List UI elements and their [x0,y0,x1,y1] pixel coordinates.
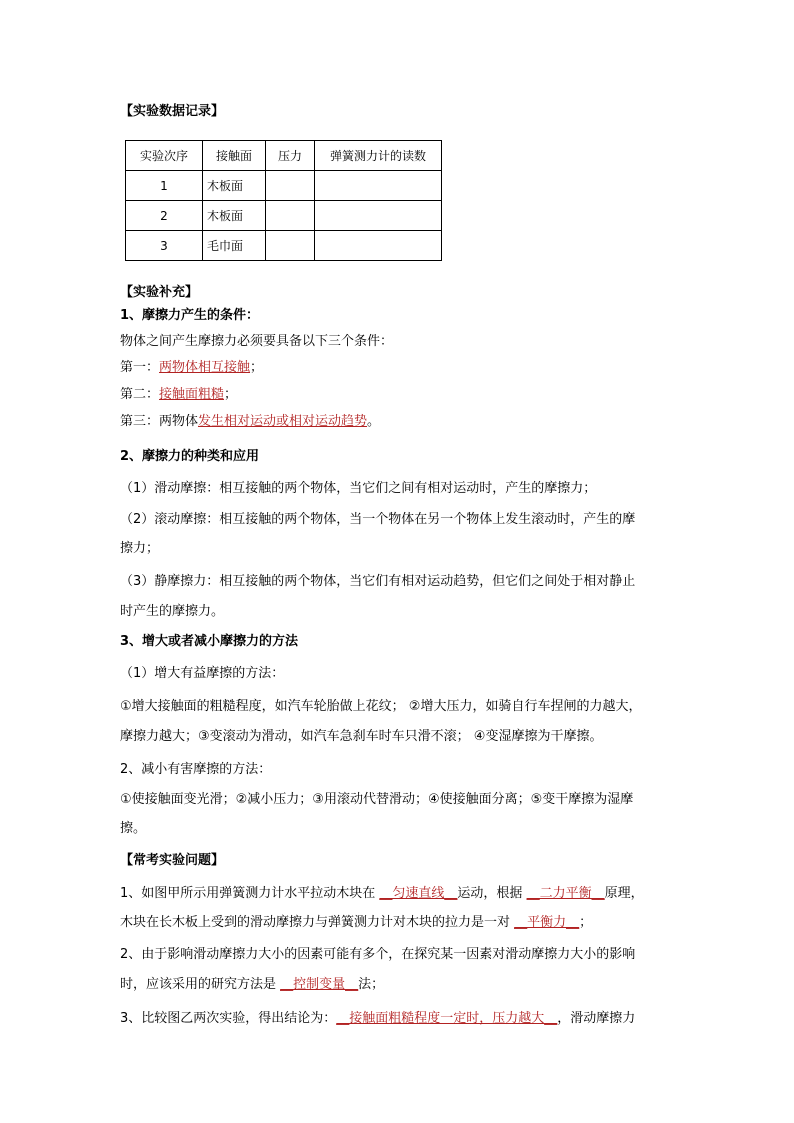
cell-surface: 木板面 [203,201,266,231]
condition-3-answer: 发生相对运动或相对运动趋势 [198,414,368,429]
section2-para3-line2: 时产生的摩擦力。 [120,604,225,619]
table-row [126,201,442,231]
section3-title: 3、增大或者减小摩擦力的方法 [120,634,299,649]
condition-1-prefix: 第一： [120,360,160,375]
q3-suffix: ，滑动摩擦力 [557,1011,636,1026]
condition-3-suffix: 。 [367,414,381,429]
heading-supplement: 【实验补充】 [120,285,199,300]
q1-answer-2: __二力平衡__ [526,886,605,901]
cell-order: 3 [126,231,203,261]
table-header-row [126,141,442,171]
cell-pressure [266,171,315,201]
header-reading: 弹簧测力计的读数 [315,141,442,171]
cell-reading [315,171,442,201]
table-row [126,231,442,261]
section3-sub1: （1）增大有益摩擦的方法： [120,666,285,681]
cell-pressure [266,231,315,261]
section3-methods1-line2: 摩擦力越大；③变滚动为滑动，如汽车急刹车时车只滑不滚； ④变湿摩擦为干摩擦。 [120,729,603,744]
condition-1 [120,360,263,376]
condition-2-prefix: 第二： [120,387,160,402]
q1b-suffix: ； [579,915,593,930]
q1-answer-1: __匀速直线__ [379,886,458,901]
condition-2-suffix: ； [224,387,238,402]
table-row [126,171,442,201]
section1-title: 1、摩擦力产生的条件： [120,308,260,323]
question-2-line1: 2、由于影响滑动摩擦力大小的因素可能有多个，在探究某一因素对滑动摩擦力大小的影响 [120,947,636,962]
section3-methods2-line1: ①使接触面变光滑；②减小压力；③用滚动代替滑动；④使接触面分离；⑤变干摩擦为湿摩 [120,792,634,807]
condition-1-answer: 两物体相互接触 [159,360,251,375]
q2-suffix: 法； [358,977,385,992]
question-3-line1 [120,1011,635,1027]
q3-answer: __接触面粗糙程度一定时，压力越大__ [336,1011,558,1026]
header-order: 实验次序 [126,141,203,171]
heading-common-questions: 【常考实验问题】 [120,853,225,868]
question-2-line2 [120,977,384,993]
section2-para1: （1）滑动摩擦：相互接触的两个物体，当它们之间有相对运动时，产生的摩擦力； [120,481,597,496]
question-1-line1 [120,886,644,902]
condition-3 [120,414,380,430]
cell-surface: 毛巾面 [203,231,266,261]
cell-surface: 木板面 [203,171,266,201]
cell-order: 1 [126,171,203,201]
q1-prefix: 1、如图甲所示用弹簧测力计水平拉动木块在 [120,886,380,901]
cell-reading [315,231,442,261]
condition-2 [120,387,237,403]
section3-methods2-line2: 擦。 [120,821,147,836]
section2-para3-line1: （3）静摩擦力：相互接触的两个物体，当它们有相对运动趋势，但它们之间处于相对静止 [120,574,636,589]
q2-prefix: 时，应该采用的研究方法是 [120,977,281,992]
section2-para2-line2: 擦力； [120,541,160,556]
q2-answer: __控制变量__ [280,977,359,992]
cell-pressure [266,201,315,231]
section3-methods1-line1: ①增大接触面的粗糙程度，如汽车轮胎做上花纹； ②增大压力，如骑自行车捏闸的力越大， [120,699,642,714]
question-1-line2 [120,915,592,931]
condition-2-answer: 接触面粗糙 [159,387,225,402]
q1b-answer: __平衡力__ [514,915,580,930]
cell-reading [315,201,442,231]
section2-title: 2、摩擦力的种类和应用 [120,449,260,464]
header-surface: 接触面 [203,141,266,171]
condition-3-prefix: 第三：两物体 [120,414,199,429]
section1-intro: 物体之间产生摩擦力必须要具备以下三个条件： [120,334,394,349]
condition-1-suffix: ； [250,360,264,375]
section2-para2-line1: （2）滚动摩擦：相互接触的两个物体，当一个物体在另一个物体上发生滚动时，产生的摩 [120,512,636,527]
section3-sub2: 2、减小有害摩擦的方法： [120,762,272,777]
q1-suffix: 原理， [604,886,644,901]
q1b-prefix: 木块在长木板上受到的滑动摩擦力与弹簧测力计对木块的拉力是一对 [120,915,515,930]
q1-middle: 运动，根据 [457,886,527,901]
cell-order: 2 [126,201,203,231]
heading-data-record: 【实验数据记录】 [120,104,225,119]
header-pressure: 压力 [266,141,315,171]
q3-prefix: 3、比较图乙两次实验，得出结论为： [120,1011,337,1026]
data-table [125,140,442,261]
